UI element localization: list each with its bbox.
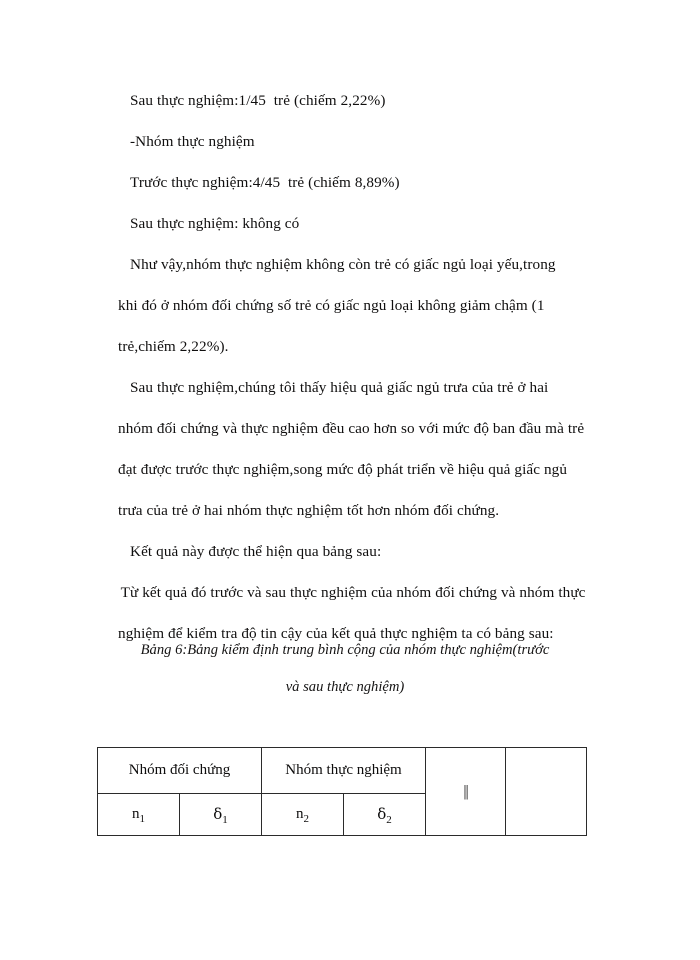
paragraph-line: Trước thực nghiệm:4/45 trẻ (chiếm 8,89%) — [130, 174, 400, 191]
paragraph-line: khi đó ở nhóm đối chứng số trẻ có giấc ngủ loại không giảm chậm (1 — [118, 297, 545, 314]
table-caption-line-1: Bảng 6:Bảng kiểm định trung bình cộng của nhóm thực nghiệm(trước — [140, 642, 550, 658]
paragraph-line: Từ kết quả đó trước và sau thực nghiệm của nhóm đối chứng và nhóm thực — [117, 584, 586, 601]
table-subheader-delta2 — [344, 794, 426, 836]
table-cell-parallel-symbol — [426, 748, 506, 836]
symbol-subscript: 1 — [139, 813, 145, 825]
table-row — [98, 748, 587, 794]
table-caption-line-2: và sau thực nghiệm) — [285, 679, 405, 695]
parallel-bars-icon: || — [463, 782, 468, 800]
table-subheader-n1 — [98, 794, 180, 836]
table-cell-empty — [506, 748, 587, 836]
symbol-base: n — [296, 806, 304, 822]
symbol-subscript: 2 — [303, 813, 309, 825]
paragraph-line: nhóm đối chứng và thực nghiệm đều cao hơn so với mức độ ban đầu mà trẻ — [118, 420, 585, 437]
paragraph-line: trẻ,chiếm 2,22%). — [118, 338, 229, 355]
paragraph-line: nghiệm để kiểm tra độ tin cậy của kết quả thực nghiệm ta có bảng sau: — [118, 625, 554, 642]
symbol-subscript: 1 — [222, 814, 228, 826]
paragraph-line: Sau thực nghiệm: không có — [130, 215, 300, 232]
document-text-body — [97, 80, 587, 654]
paragraph-line: đạt được trước thực nghiệm,song mức độ phát triển về hiệu quả giấc ngủ — [118, 461, 568, 478]
verification-table — [97, 747, 587, 836]
table-subheader-delta1 — [180, 794, 262, 836]
table-header-experimental-group: Nhóm thực nghiệm — [262, 748, 426, 794]
symbol-base: δ — [377, 805, 387, 823]
paragraph-line: Kết quả này được thể hiện qua bảng sau: — [130, 543, 382, 560]
symbol-base: δ — [213, 805, 223, 823]
data-table-container — [97, 747, 586, 836]
paragraph-line: -Nhóm thực nghiệm — [130, 133, 255, 150]
symbol-subscript: 2 — [386, 814, 392, 826]
symbol-base: n — [132, 806, 140, 822]
table-subheader-n2 — [262, 794, 344, 836]
paragraph-line: Sau thực nghiệm,chúng tôi thấy hiệu quả giấc ngủ trưa của trẻ ở hai — [130, 379, 549, 396]
paragraph-line: Như vậy,nhóm thực nghiệm không còn trẻ có giấc ngủ loại yếu,trong — [130, 256, 556, 273]
table-header-control-group: Nhóm đối chứng — [98, 748, 262, 794]
table-caption — [97, 632, 593, 706]
paragraph-line: Sau thực nghiệm:1/45 trẻ (chiếm 2,22%) — [130, 92, 386, 109]
paragraph-line: trưa của trẻ ở hai nhóm thực nghiệm tốt hơn nhóm đối chứng. — [118, 502, 500, 519]
